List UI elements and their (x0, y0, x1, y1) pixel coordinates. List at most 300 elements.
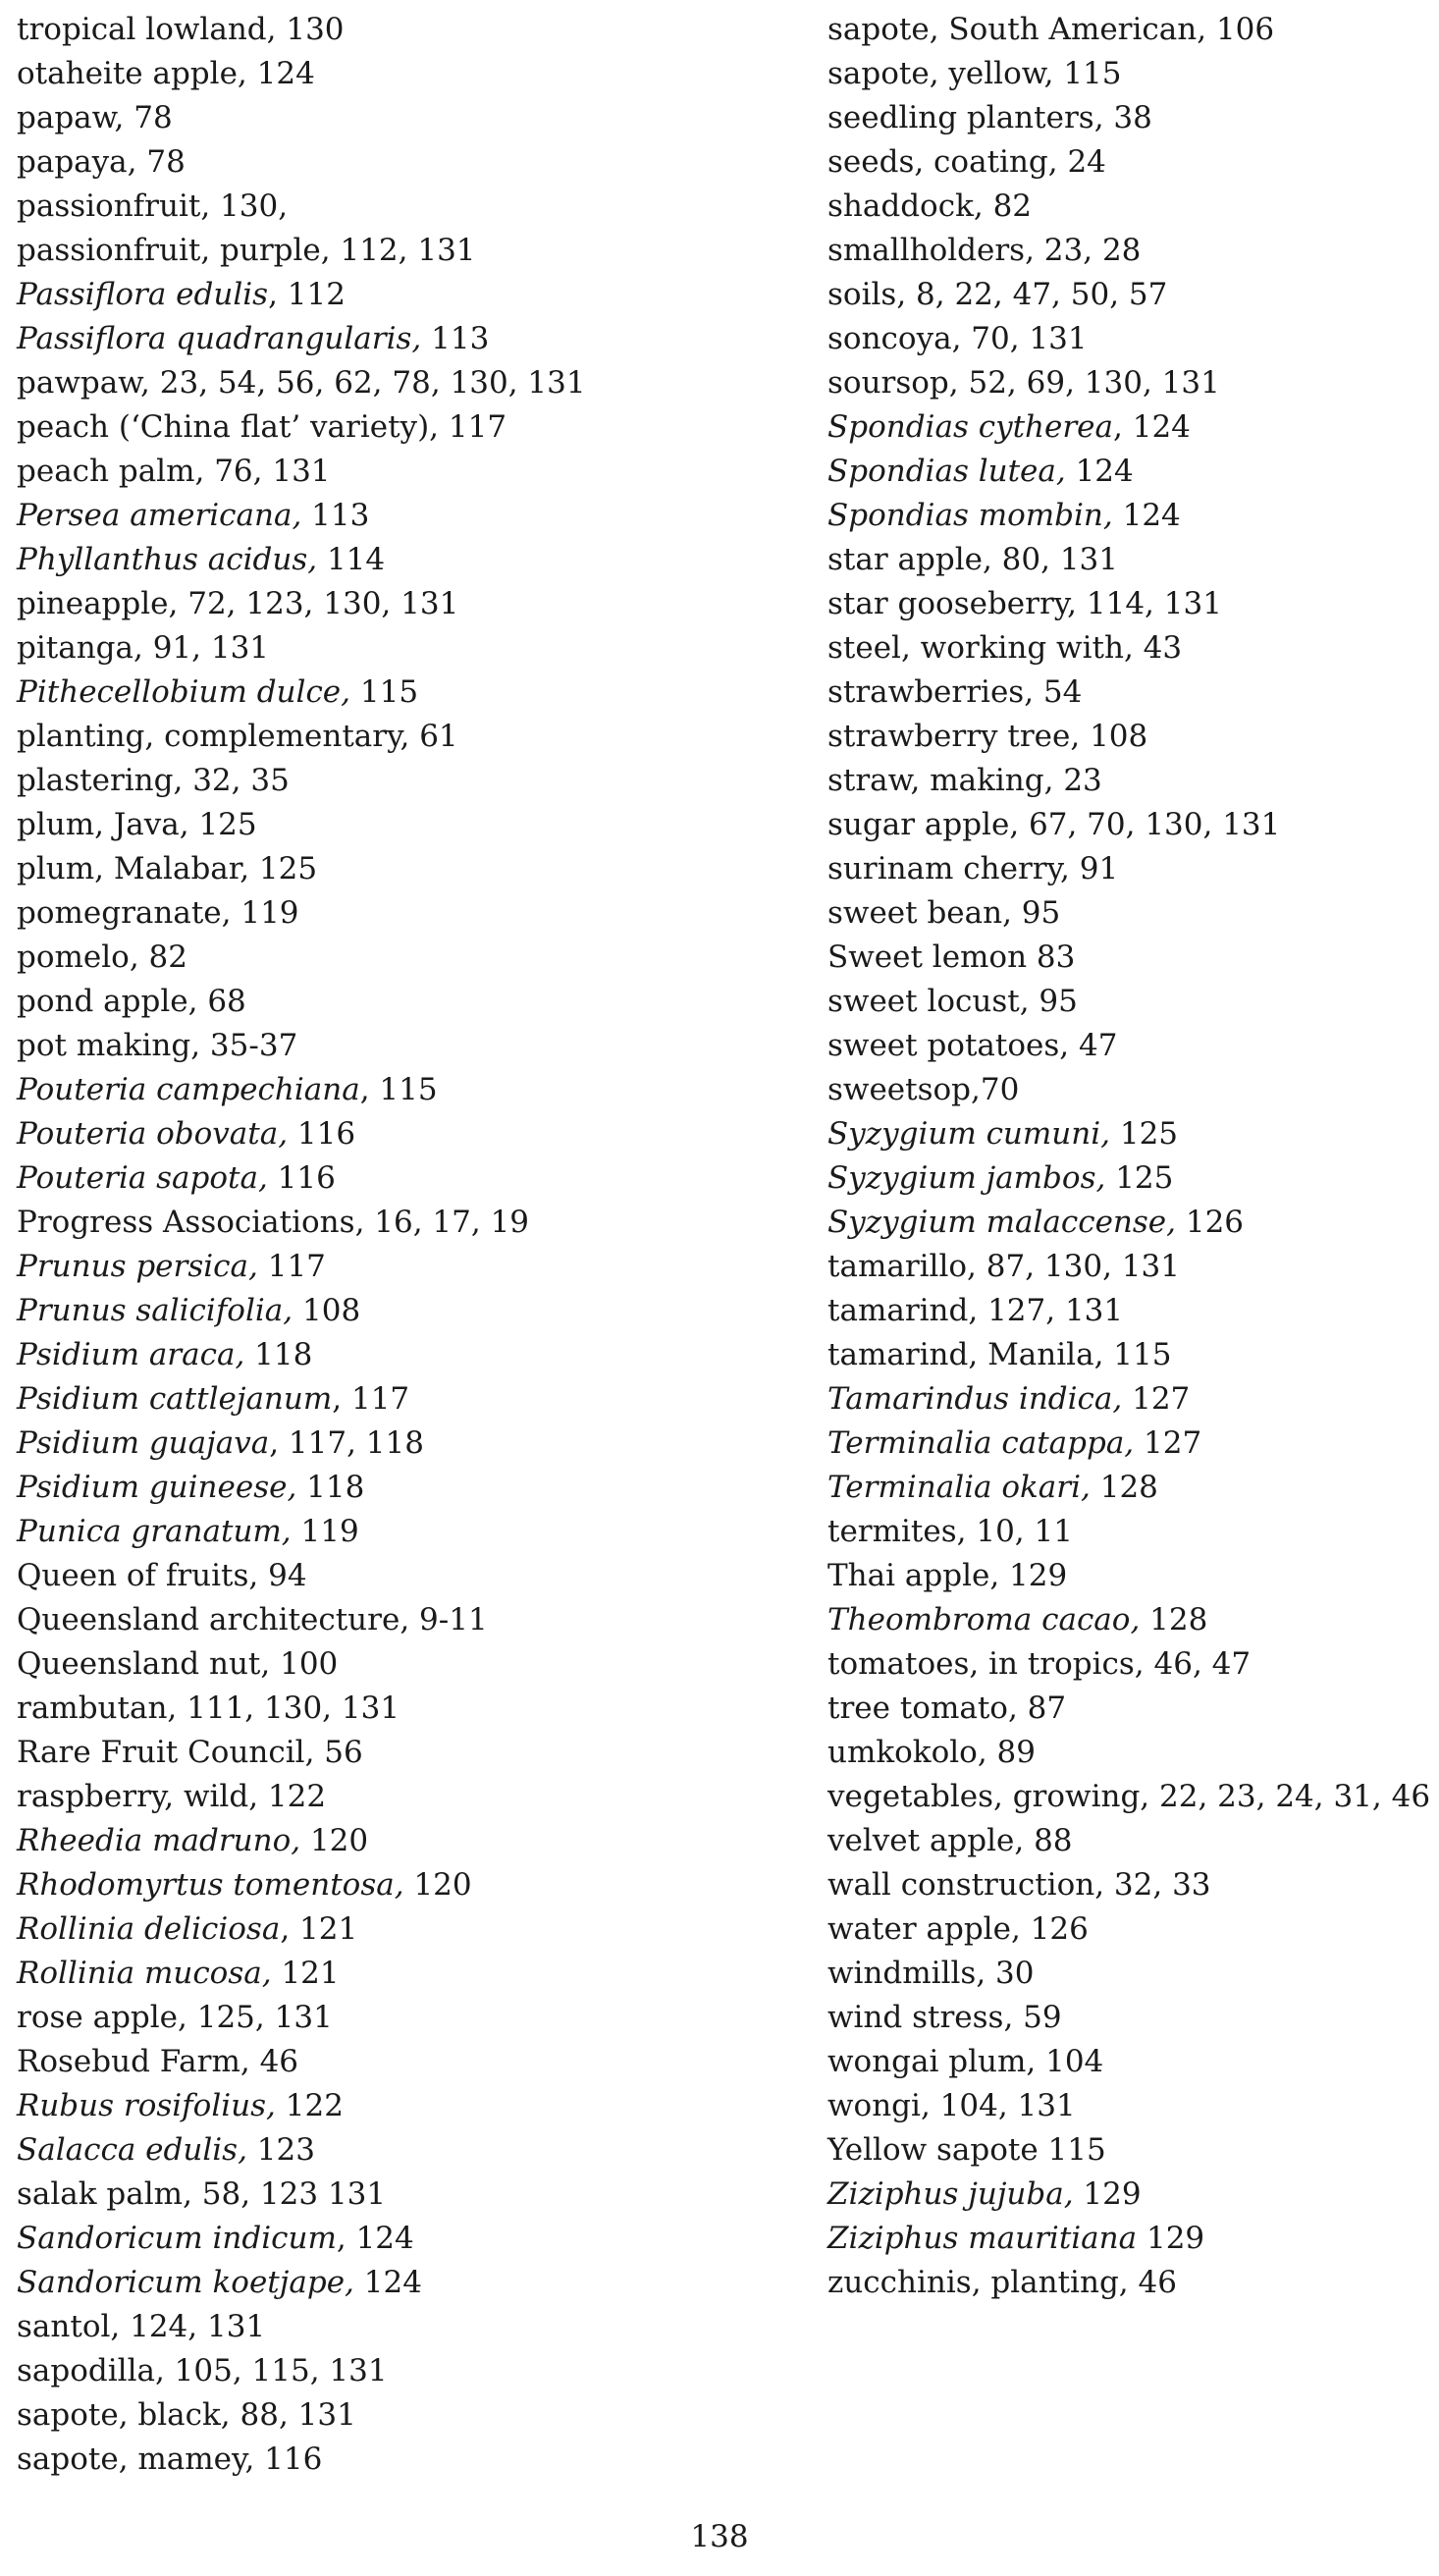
index-page-refs: , 82 (973, 188, 1033, 224)
index-page-refs: 128 (1090, 1470, 1158, 1505)
index-page-refs: , 76, 131 (194, 454, 331, 489)
index-page-refs: , 95 (1019, 984, 1078, 1019)
index-page-refs: 125 (1110, 1116, 1179, 1152)
index-entry (827, 1907, 1436, 1952)
index-entry (17, 803, 802, 847)
index-entry (17, 2128, 802, 2173)
index-entry (827, 361, 1436, 405)
index-term: sweet bean (827, 895, 1003, 931)
index-page-refs: , 23, 54, 56, 62, 78, 130, 131 (140, 365, 586, 401)
index-page-refs: 129 (1137, 2221, 1205, 2256)
index-page-refs: , 104, 131 (920, 2088, 1076, 2123)
index-page-refs: 124 (353, 2265, 422, 2300)
index-entry (17, 936, 802, 980)
index-page-refs: , 46, 47 (1134, 1646, 1252, 1682)
index-page-refs: 119 (291, 1514, 359, 1549)
index-page-refs: , 70, 131 (951, 321, 1088, 356)
index-term: plastering (17, 763, 174, 798)
index-entry (827, 671, 1436, 715)
index-entry (17, 317, 802, 361)
index-entry (827, 891, 1436, 936)
index-term: Rollinia mucosa, (17, 1956, 272, 1991)
index-page-refs: 121 (271, 1956, 340, 1991)
index-page-refs: , 43 (1123, 630, 1183, 666)
index-page-refs: , 124 (336, 2221, 414, 2256)
index-entry (17, 1731, 802, 1775)
index-term: soils (827, 277, 897, 312)
index-page-refs: , 23 (1043, 763, 1102, 798)
index-entry (17, 1863, 802, 1907)
index-page-refs: , 130 (266, 12, 345, 47)
index-term: Progress Associations (17, 1205, 355, 1240)
index-term: wind stress (827, 2000, 1004, 2035)
index-term: Syzygium jambos, (827, 1160, 1106, 1196)
index-page-refs: 123 (246, 2132, 315, 2168)
index-term: zucchinis, planting (827, 2265, 1119, 2300)
index-term: termites (827, 1514, 957, 1549)
index-page-refs: , 115 (1093, 1337, 1172, 1372)
index-page-refs: 124 (1065, 454, 1134, 489)
index-entry (17, 1333, 802, 1377)
index-page-refs: , 105, 115, 131 (154, 2353, 388, 2388)
index-entry (17, 1775, 802, 1819)
index-term: otaheite apple (17, 56, 238, 91)
index-page-refs: , 46 (1118, 2265, 1177, 2300)
index-term: sweet locust (827, 984, 1020, 1019)
index-entry (17, 1201, 802, 1245)
index-term: Sweet lemon (827, 939, 1028, 975)
index-entry (17, 2438, 802, 2482)
index-entry (827, 538, 1436, 582)
index-entry (17, 2040, 802, 2084)
index-entry (827, 1687, 1436, 1731)
index-term: umkokolo (827, 1735, 978, 1770)
index-term: Rubus rosifolius, (17, 2088, 276, 2123)
index-term: Psidium araca, (17, 1337, 245, 1372)
page-number: 138 (690, 2519, 749, 2554)
index-term: wongi (827, 2088, 921, 2123)
index-page-refs: , 32, 33 (1094, 1867, 1211, 1903)
index-entry (827, 1598, 1436, 1642)
index-entry (827, 2173, 1436, 2217)
index-page-refs: 116 (288, 1116, 356, 1152)
index-entry (17, 1952, 802, 1996)
index-term: pot making (17, 1028, 191, 1063)
index-page-refs: , 127, 131 (968, 1293, 1124, 1328)
index-term: tropical lowland (17, 12, 267, 47)
index-page-refs: , 46 (240, 2044, 299, 2079)
index-term: soursop (827, 365, 949, 401)
index-term: planting, complementary (17, 719, 400, 754)
index-entry (827, 8, 1436, 52)
index-page-refs: , 104 (1026, 2044, 1104, 2079)
index-page-refs: 124 (1112, 498, 1181, 533)
index-term: Salacca edulis, (17, 2132, 247, 2168)
index-page-refs: 116 (267, 1160, 336, 1196)
index-page-refs: , 111, 130, 131 (167, 1690, 400, 1726)
index-entry (17, 2393, 802, 2438)
index-term: sapote, mamey (17, 2442, 245, 2477)
index-entry (17, 1687, 802, 1731)
index-term: Pouteria obovata, (17, 1116, 289, 1152)
index-entry (17, 1068, 802, 1112)
index-page-refs: , 116 (244, 2442, 323, 2477)
index-term: Spondias cytherea (827, 409, 1114, 445)
index-term: Ziziphus mauritiana (827, 2221, 1138, 2256)
index-entry (17, 1289, 802, 1333)
index-term: Thai apple (827, 1558, 990, 1593)
index-page-refs: 115 (350, 674, 419, 710)
index-term: sweetsop (827, 1072, 972, 1107)
index-term: seedling planters (827, 100, 1094, 135)
index-term: plum, Java (17, 807, 180, 842)
index-entry (827, 2261, 1436, 2305)
index-entry (827, 52, 1436, 96)
index-term: Rollinia deliciosa (17, 1911, 281, 1947)
index-term: tamarind, Manila (827, 1337, 1094, 1372)
index-entry (827, 1952, 1436, 1996)
index-page-refs: 127 (1122, 1381, 1191, 1417)
index-term: Rosebud Farm (17, 2044, 240, 2079)
index-term: Psidium guineese, (17, 1470, 297, 1505)
index-page-refs: , 125 (179, 807, 257, 842)
index-entry (827, 1642, 1436, 1687)
index-entry (827, 1510, 1436, 1554)
index-page-refs: 113 (301, 498, 370, 533)
index-entry (827, 582, 1436, 626)
index-entry (827, 980, 1436, 1024)
index-entry (827, 2040, 1436, 2084)
index-term: velvet apple (827, 1823, 1015, 1858)
index-page-refs: , 58, 123 131 (183, 2176, 387, 2212)
index-term: tree tomato (827, 1690, 1008, 1726)
index-page-refs: , 88 (1014, 1823, 1073, 1858)
index-term: Psidium cattlejanum (17, 1381, 333, 1417)
index-page-refs: , 35-37 (190, 1028, 298, 1063)
index-term: windmills (827, 1956, 977, 1991)
index-entry (827, 1068, 1436, 1112)
index-entry (17, 582, 802, 626)
index-page-refs: , 80, 131 (982, 542, 1118, 577)
index-term: Passiflora edulis (17, 277, 269, 312)
index-page-refs: , 8, 22, 47, 50, 57 (896, 277, 1168, 312)
index-entry (17, 2305, 802, 2349)
index-term: papaya (17, 144, 128, 180)
index-entry (17, 715, 802, 759)
index-term: Phyllanthus acidus, (17, 542, 318, 577)
index-entry (827, 1731, 1436, 1775)
index-term: straw, making (827, 763, 1044, 798)
index-page-refs: 120 (403, 1867, 472, 1903)
index-entry (827, 1333, 1436, 1377)
index-page-refs: , 30 (976, 1956, 1035, 1991)
index-page-refs: , 114, 131 (1067, 586, 1222, 621)
index-term: strawberries (827, 674, 1025, 710)
index-page-refs: , 95 (1002, 895, 1061, 931)
index-entry (17, 494, 802, 538)
index-page-refs: , 129 (989, 1558, 1068, 1593)
index-entry (827, 273, 1436, 317)
index-column-right (827, 8, 1436, 2305)
index-entry (827, 715, 1436, 759)
index-page-refs: , 91, 131 (133, 630, 270, 666)
index-term: sapote, South American (827, 12, 1198, 47)
index-page-refs: , 38 (1093, 100, 1152, 135)
index-entry (827, 803, 1436, 847)
index-term: sapodilla (17, 2353, 155, 2388)
index-page-refs: 108 (293, 1293, 361, 1328)
index-page-refs: 120 (300, 1823, 369, 1858)
index-page-refs: 113 (421, 321, 490, 356)
index-term: Psidium guajava (17, 1425, 270, 1461)
index-entry (17, 2173, 802, 2217)
index-page-refs: , 119 (221, 895, 299, 931)
index-entry (17, 1554, 802, 1598)
index-page-refs: , 54 (1024, 674, 1083, 710)
index-page-refs: ,70 (971, 1072, 1020, 1107)
index-page-refs: 83 (1027, 939, 1076, 975)
index-page-refs: , 32, 35 (173, 763, 290, 798)
index-entry (17, 140, 802, 185)
index-term: Terminalia okari, (827, 1470, 1091, 1505)
index-page-refs: , 121 (280, 1911, 358, 1947)
index-entry (17, 2084, 802, 2128)
index-page-refs: , 82 (129, 939, 187, 975)
index-page-refs: , 108 (1070, 719, 1148, 754)
index-term: passionfruit (17, 188, 201, 224)
index-entry (827, 1863, 1436, 1907)
index-term: Terminalia catappa, (827, 1425, 1135, 1461)
index-term: surinam cherry (827, 851, 1061, 886)
index-entry (827, 1024, 1436, 1068)
index-entry (827, 450, 1436, 494)
index-page-refs: , 59 (1003, 2000, 1062, 2035)
index-entry (17, 229, 802, 273)
index-page-refs: , 72, 123, 130, 131 (168, 586, 459, 621)
index-entry (827, 229, 1436, 273)
index-entry (17, 759, 802, 803)
index-page-refs: , 100 (260, 1646, 339, 1682)
index-entry (17, 2261, 802, 2305)
index-page-refs: , 47 (1059, 1028, 1118, 1063)
index-term: Pithecellobium dulce, (17, 674, 351, 710)
index-entry (17, 8, 802, 52)
index-page-refs: 115 (1038, 2132, 1106, 2168)
index-term: vegetables, growing (827, 1779, 1141, 1814)
index-entry (17, 1642, 802, 1687)
index-page-refs: , 61 (400, 719, 458, 754)
index-term: pitanga (17, 630, 133, 666)
index-term: tamarillo (827, 1249, 968, 1284)
index-entry (17, 1996, 802, 2040)
index-entry (17, 273, 802, 317)
index-entry (827, 2128, 1436, 2173)
index-page-refs: , 9-11 (400, 1602, 488, 1637)
index-term: passionfruit, purple (17, 233, 321, 268)
index-page-refs: , 124 (237, 56, 315, 91)
index-page-refs: 114 (317, 542, 386, 577)
index-term: tamarind (827, 1293, 969, 1328)
index-page-refs: , 67, 70, 130, 131 (1009, 807, 1281, 842)
index-page-refs: , 112, 131 (320, 233, 476, 268)
index-entry (827, 759, 1436, 803)
index-term: steel, working with (827, 630, 1124, 666)
index-entry (17, 1819, 802, 1863)
index-term: seeds, coating (827, 144, 1048, 180)
index-page-refs: , 115 (1043, 56, 1122, 91)
index-entry (17, 96, 802, 140)
index-page-refs: , 52, 69, 130, 131 (948, 365, 1220, 401)
index-term: plum, Malabar (17, 851, 240, 886)
index-page-refs: , 16, 17, 19 (354, 1205, 530, 1240)
index-page-refs: 118 (296, 1470, 365, 1505)
index-term: Punica granatum, (17, 1514, 292, 1549)
index-term: wall construction (827, 1867, 1095, 1903)
index-page-refs: , 117, 118 (269, 1425, 424, 1461)
index-term: Pouteria sapota, (17, 1160, 268, 1196)
index-entry (17, 1422, 802, 1466)
index-page-refs: , 68 (187, 984, 246, 1019)
index-page-refs: , 124, 131 (110, 2309, 266, 2344)
index-term: Spondias lutea, (827, 454, 1066, 489)
index-entry (827, 1245, 1436, 1289)
index-page-refs: 128 (1140, 1602, 1208, 1637)
index-page-refs: , 115 (359, 1072, 438, 1107)
index-page-refs: , 87, 130, 131 (967, 1249, 1180, 1284)
index-term: santol (17, 2309, 111, 2344)
index-term: pawpaw (17, 365, 141, 401)
index-page-refs: , 87 (1007, 1690, 1067, 1726)
index-entry (17, 980, 802, 1024)
index-page-refs: , 126 (1010, 1911, 1089, 1947)
index-entry (17, 361, 802, 405)
index-entry (17, 1377, 802, 1422)
index-page-refs: 122 (275, 2088, 344, 2123)
index-term: Rheedia madruno, (17, 1823, 301, 1858)
index-page-refs: , 91 (1060, 851, 1119, 886)
index-term: Persea americana, (17, 498, 302, 533)
index-entry (827, 405, 1436, 450)
index-entry (827, 2084, 1436, 2128)
index-entry (17, 847, 802, 891)
index-term: Rare Fruit Council (17, 1735, 305, 1770)
index-term: sweet potatoes (827, 1028, 1060, 1063)
index-term: smallholders (827, 233, 1026, 268)
index-page-refs: , 124 (1113, 409, 1191, 445)
index-term: pond apple (17, 984, 188, 1019)
index-term: tomatoes, in tropics (827, 1646, 1135, 1682)
index-term: Prunus salicifolia, (17, 1293, 293, 1328)
index-entry (17, 1466, 802, 1510)
index-page-refs: , 89 (977, 1735, 1036, 1770)
index-page-refs: 125 (1105, 1160, 1174, 1196)
index-entry (17, 1156, 802, 1201)
index-entry (827, 1819, 1436, 1863)
index-entry (827, 96, 1436, 140)
index-page-refs: , 10, 11 (956, 1514, 1073, 1549)
index-entry (17, 1024, 802, 1068)
index-page-refs: , 22, 23, 24, 31, 46 (1140, 1779, 1431, 1814)
index-term: pomegranate (17, 895, 222, 931)
index-term: star apple (827, 542, 983, 577)
index-page-refs: 118 (244, 1337, 313, 1372)
index-page-refs: , 117 (429, 409, 507, 445)
index-page-refs: , 23, 28 (1025, 233, 1142, 268)
index-page-refs: 127 (1134, 1425, 1202, 1461)
index-page-refs: , 117 (332, 1381, 410, 1417)
index-term: sapote, yellow (827, 56, 1044, 91)
index-term: Rhodomyrtus tomentosa, (17, 1867, 404, 1903)
index-entry (827, 1554, 1436, 1598)
index-page-refs: 117 (257, 1249, 326, 1284)
index-term: sapote, black (17, 2397, 221, 2433)
index-entry (17, 185, 802, 229)
index-entry (827, 1775, 1436, 1819)
index-term: Syzygium malaccense, (827, 1205, 1176, 1240)
index-term: Yellow sapote (827, 2132, 1039, 2168)
index-column-left (17, 8, 802, 2482)
index-term: Pouteria campechiana (17, 1072, 360, 1107)
index-page-refs: , 94 (248, 1558, 307, 1593)
index-entry (17, 1245, 802, 1289)
index-page-refs: 126 (1176, 1205, 1245, 1240)
index-term: Queen of fruits (17, 1558, 249, 1593)
index-term: Queensland architecture (17, 1602, 400, 1637)
index-term: pomelo (17, 939, 130, 975)
index-term: raspberry, wild (17, 1779, 249, 1814)
index-entry (17, 1598, 802, 1642)
index-term: Ziziphus jujuba, (827, 2176, 1074, 2212)
index-term: wongai plum (827, 2044, 1027, 2079)
index-term: shaddock (827, 188, 974, 224)
index-entry (827, 317, 1436, 361)
index-page-refs: , 125 (240, 851, 318, 886)
index-entry (17, 538, 802, 582)
index-term: sugar apple (827, 807, 1010, 842)
index-term: salak palm (17, 2176, 184, 2212)
index-entry (827, 1156, 1436, 1201)
index-term: peach (‘China flat’ variety) (17, 409, 430, 445)
index-page-refs: , 56 (304, 1735, 363, 1770)
index-entry (17, 1510, 802, 1554)
index-entry (827, 936, 1436, 980)
index-page-refs: , 122 (248, 1779, 327, 1814)
index-entry (17, 2349, 802, 2393)
index-term: Sandoricum indicum (17, 2221, 337, 2256)
index-page-refs: , 125, 131 (178, 2000, 333, 2035)
index-entry (17, 1112, 802, 1156)
index-page-refs: , 130, (200, 188, 289, 224)
index-entry (827, 185, 1436, 229)
index-term: water apple (827, 1911, 1011, 1947)
index-entry (827, 494, 1436, 538)
index-page-refs: , 112 (268, 277, 346, 312)
index-entry (17, 52, 802, 96)
index-term: rambutan (17, 1690, 168, 1726)
index-entry (827, 140, 1436, 185)
index-page-refs: 129 (1073, 2176, 1142, 2212)
index-term: star gooseberry (827, 586, 1068, 621)
index-term: strawberry tree (827, 719, 1071, 754)
index-entry (17, 671, 802, 715)
index-entry (827, 1377, 1436, 1422)
index-entry (17, 450, 802, 494)
index-term: Syzygium cumuni, (827, 1116, 1110, 1152)
index-term: Passiflora quadrangularis, (17, 321, 422, 356)
index-page-refs: , 106 (1197, 12, 1275, 47)
index-page-refs: , 78 (127, 144, 186, 180)
index-page-refs: , 24 (1047, 144, 1106, 180)
